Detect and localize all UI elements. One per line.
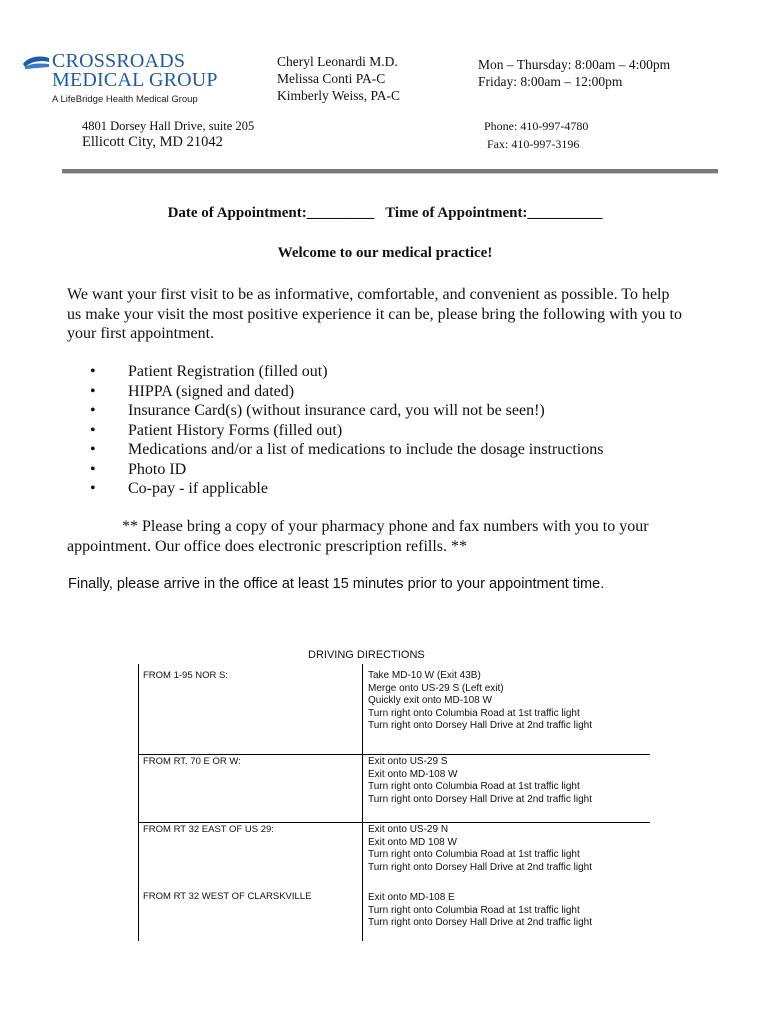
route-steps (368, 892, 592, 930)
list-item: • Patient History Forms (filled out) (90, 421, 603, 441)
route-steps (368, 670, 592, 733)
route-step: Turn right onto Dorsey Hall Drive at 2nd traffic light (368, 720, 592, 732)
route-step: Exit onto US-29 S (368, 756, 448, 767)
route-step: Take MD-10 W (Exit 43B) (368, 670, 481, 681)
route-from-label: FROM RT. 70 E OR W: (143, 756, 241, 767)
bring-list (90, 362, 603, 499)
route-step: Turn right onto Dorsey Hall Drive at 2nd traffic light (368, 861, 592, 873)
route-from-label: FROM 1-95 NOR S: (143, 670, 228, 681)
list-item: • Insurance Card(s) (without insurance card, you will not be seen!) (90, 401, 603, 421)
provider-name: Melissa Conti PA-C (277, 71, 386, 86)
route-step: Exit onto MD-108 E (368, 892, 455, 903)
office-hours (478, 56, 670, 90)
intro-paragraph: We want your first visit to be as informative, comfortable, and convenient as possible. To help us make your visit the most positive experience it can be, please bring the following with you to your first appointment. (67, 286, 682, 342)
route-from-label: FROM RT 32 EAST OF US 29: (143, 824, 274, 835)
list-item: • HIPPA (signed and dated) (90, 382, 603, 402)
crossroads-logo-icon (22, 55, 50, 71)
address-line2: Ellicott City, MD 21042 (82, 134, 223, 150)
table-row-divider (138, 754, 650, 755)
route-step: Turn right onto Dorsey Hall Drive at 2nd traffic light (368, 917, 592, 929)
route-step: Turn right onto Columbia Road at 1st traffic light (368, 849, 580, 861)
route-step: Turn right onto Dorsey Hall Drive at 2nd traffic light (368, 793, 592, 805)
table-border-left (138, 664, 139, 941)
hours-line: Friday: 8:00am – 12:00pm (478, 74, 623, 89)
route-step: Merge onto US-29 S (Left exit) (368, 682, 504, 694)
header-divider (62, 169, 718, 174)
hours-line: Mon – Thursday: 8:00am – 4:00pm (478, 57, 671, 72)
table-border-middle (362, 664, 363, 941)
welcome-heading: Welcome to our medical practice! (277, 245, 493, 261)
route-step: Exit onto MD-108 W (368, 768, 458, 780)
address-line1: 4801 Dorsey Hall Drive, suite 205 (82, 119, 255, 133)
provider-list (277, 53, 400, 104)
route-step: Exit onto US-29 N (368, 824, 449, 835)
provider-name: Cheryl Leonardi M.D. (277, 54, 398, 69)
driving-directions-title: DRIVING DIRECTIONS (308, 649, 425, 661)
phone-number: Phone: 410-997-4780 (484, 119, 589, 133)
route-step: Quickly exit onto MD-108 W (368, 695, 492, 707)
list-item: • Patient Registration (filled out) (90, 362, 603, 382)
route-from-label: FROM RT 32 WEST OF CLARSKVILLE (143, 891, 312, 902)
route-step: Turn right onto Columbia Road at 1st traffic light (368, 707, 580, 719)
arrival-note: Finally, please arrive in the office at least 15 minutes prior to your appointment time. (68, 576, 605, 592)
route-step: Exit onto MD 108 W (368, 836, 457, 848)
pharmacy-note: ** Please bring a copy of your pharmacy phone and fax numbers with you to your appointment. Our office does electronic prescription refills. ** (67, 518, 649, 555)
logo-name-line1: CROSSROADS (52, 50, 186, 72)
list-item: • Medications and/or a list of medications to include the dosage instructions (90, 440, 603, 460)
route-steps (368, 824, 592, 874)
logo-tagline: A LifeBridge Health Medical Group (52, 94, 198, 105)
fax-number: Fax: 410-997-3196 (487, 137, 580, 151)
appointment-line: Date of Appointment:_________ Time of Appointment:__________ (167, 205, 603, 221)
list-item: • Photo ID (90, 460, 603, 480)
route-steps (368, 756, 592, 806)
provider-name: Kimberly Weiss, PA-C (277, 88, 401, 103)
route-step: Turn right onto Columbia Road at 1st traffic light (368, 781, 580, 793)
table-row-divider (138, 822, 650, 823)
logo-name-line2: MEDICAL GROUP (52, 69, 218, 91)
list-item: • Co-pay - if applicable (90, 479, 603, 499)
route-step: Turn right onto Columbia Road at 1st traffic light (368, 904, 580, 916)
